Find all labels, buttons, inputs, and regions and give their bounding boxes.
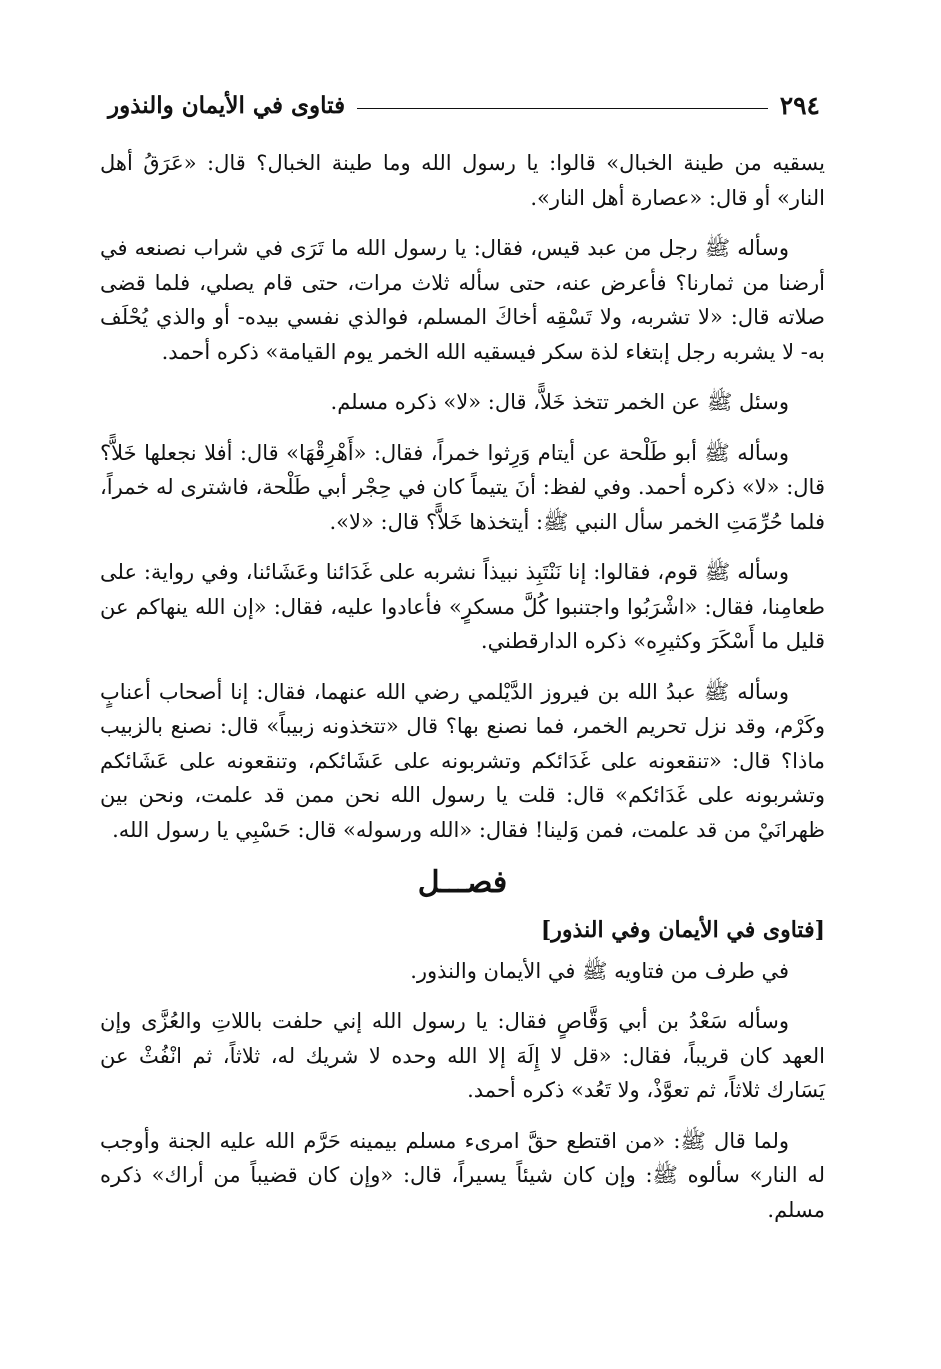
page-body [100, 146, 825, 1243]
paragraph: وسأله ﷺ أبو طَلْحة عن أيتام وَرِثوا خمراً، فقال: «أَهْرِقْهَا» قال: أفلا نجعلها خَلاًّ؟ قال: «لا» ذكره أحمد. وفي لفظ: أنَ يتيماً كان في حِجْر أبي طَلْحة، فاشترى له خمراً، فلما حُرِّمَتِ الخمر سأل النبي ﷺ: أيتخذها خَلاًّ؟ قال: «لا». [100, 440, 825, 534]
paragraph: وسأله ﷺ قوم، فقالوا: إنا نَنْتَبِذ نبيذاً نشربه على غَدَائنا وعَشَائنا، وفي رواية: على طعامِنا، فقال: «اشْرَبُوا واجتنبوا كُلَّ مسكرٍ» فأعادوا عليه، فقال: «إن الله ينهاكم عن قليل ما أَسْكَرَ وكثيرِه» ذكره الدارقطني. [100, 560, 825, 653]
paragraph: في طرف من فتاويه ﷺ في الأيمان والنذور. [410, 958, 789, 983]
paragraph: وسأله ﷺ عبدُ الله بن فيروز الدَّيْلمي رضي الله عنهما، فقال: إنا أصحاب أعنابٍ وكَرْم، وقد نزل تحريم الخمر، فما نصنع بها؟ قال «تتخذونه زبيباً» قال: نصنع بالزبيب ماذا؟ قال: «تنقعونه على غَدَائكم وتشربونه على عَشَائكم، وتنقعونه على عَشَائكم وتشربونه على غَدَائكم» قال: قلت يا رسول الله نحن ممن قد علمت، ونحن بين ظهرانَيْ من قد علمت، فمن وَلينا! فقال: «الله ورسوله» قال: حَسْبِي يا رسول الله. [100, 679, 825, 842]
subsection-heading: [فتاوى في الأيمان وفي النذور] [540, 917, 825, 943]
paragraph: وسأله سَعْدُ بن أبي وَقَّاصٍ فقال: يا رسول الله إني حلفت باللاتِ والعُزَّى وإن العهد كان قريباً، فقال: «قل لا إِلَهَ إلا الله وحده لا شريك له، ثلاثاً، ثم انْفُثْ عن يَسَارك ثلاثاً، ثم تعوَّذْ، ولا تَعُد» ذكره أحمد. [100, 1009, 825, 1102]
paragraph: وسأله ﷺ رجل من عبد قيس، فقال: يا رسول الله ما تَرَى في شراب نصنعه في أرضنا من ثمارنا؟ فأعرض عنه، حتى سأله ثلاث مرات، حتى قام يصلي، فلما قضى صلاته قال: «لا تشربه، ولا تَسْقِه أخاكَ المسلم، فوالذي نفسي بيده- أو والذي يُحْلَف به- لا يشربه رجل إبتغاء لذة سكر فيسقيه الله الخمر يوم القيامة» ذكره أحمد. [100, 236, 825, 364]
paragraph: ولما قال ﷺ: «من اقتطع حقَّ امرىء مسلم بيمينه حَرَّم الله عليه الجنة وأوجب له النار» سألوه ﷺ: وإن كان شيئاً يسيراً، قال: «وإن كان قضيباً من أراك» ذكره مسلم. [100, 1128, 825, 1222]
paragraph: يسقيه من طينة الخبال» قالوا: يا رسول الله وما طينة الخبال؟ قال: «عَرَقُ أهل النار» أو قال: «عصارة أهل النار». [100, 151, 825, 210]
header-rule [357, 108, 768, 109]
section-heading: فصـــل [417, 865, 508, 900]
running-head [108, 88, 820, 122]
page-number: ٢٩٤ [779, 90, 820, 120]
running-head-title: فتاوى في الأيمان والنذور [108, 91, 346, 119]
paragraph: وسئل ﷺ عن الخمر تتخذ خَلاًّ، قال: «لا» ذكره مسلم. [330, 390, 789, 414]
